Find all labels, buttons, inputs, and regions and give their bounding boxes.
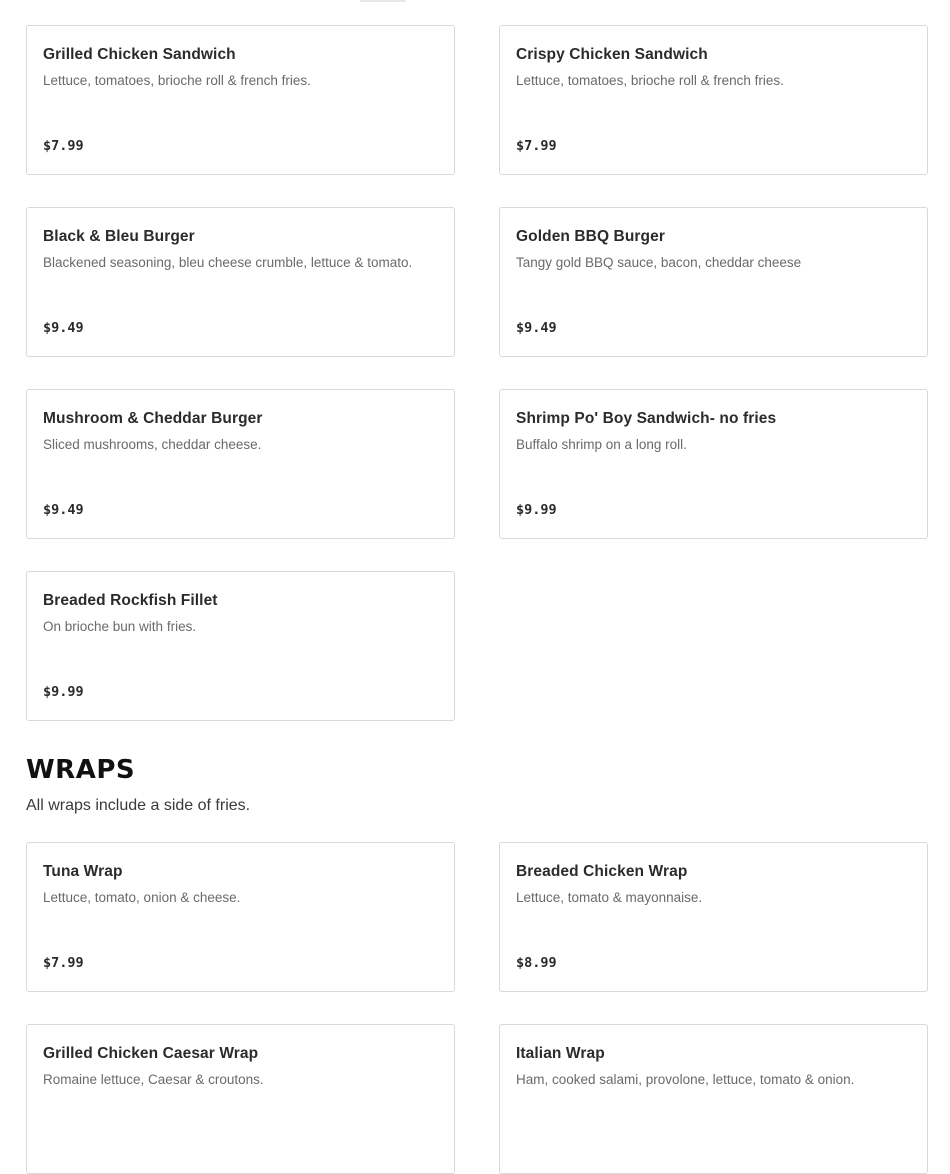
menu-item-card[interactable] [499, 1024, 928, 1174]
menu-item-description: Lettuce, tomato & mayonnaise. [516, 890, 703, 905]
section-title: WRAPS [26, 755, 136, 785]
menu-item-description: Romaine lettuce, Caesar & croutons. [43, 1072, 264, 1087]
menu-item-price: $7.99 [516, 138, 557, 154]
menu-item-price: $8.99 [516, 955, 557, 971]
menu-item-name: Black & Bleu Burger [43, 228, 195, 245]
menu-item-price: $7.99 [43, 955, 84, 971]
menu-item-price: $9.99 [516, 502, 557, 518]
menu-item-card[interactable] [26, 571, 455, 721]
wraps-items-grid [26, 842, 928, 1174]
menu-item-card[interactable] [499, 842, 928, 992]
menu-item-card[interactable] [499, 25, 928, 175]
menu-item-name: Tuna Wrap [43, 863, 123, 880]
menu-item-description: Sliced mushrooms, cheddar cheese. [43, 437, 262, 452]
top-divider [360, 0, 406, 2]
menu-item-card[interactable] [499, 389, 928, 539]
menu-item-name: Mushroom & Cheddar Burger [43, 410, 263, 427]
menu-item-name: Crispy Chicken Sandwich [516, 46, 708, 63]
menu-item-card[interactable] [26, 207, 455, 357]
menu-item-card[interactable] [499, 207, 928, 357]
menu-item-description: Tangy gold BBQ sauce, bacon, cheddar cheese [516, 255, 802, 270]
menu-item-description: Lettuce, tomato, onion & cheese. [43, 890, 241, 905]
menu-item-name: Italian Wrap [516, 1045, 605, 1062]
menu-item-description: Lettuce, tomatoes, brioche roll & french fries. [516, 73, 784, 88]
menu-item-price: $7.99 [43, 138, 84, 154]
menu-item-description: Lettuce, tomatoes, brioche roll & french fries. [43, 73, 311, 88]
menu-item-description: Ham, cooked salami, provolone, lettuce, tomato & onion. [516, 1072, 855, 1087]
menu-item-price: $9.99 [43, 684, 84, 700]
menu-item-name: Grilled Chicken Caesar Wrap [43, 1045, 259, 1062]
menu-item-name: Shrimp Po' Boy Sandwich- no fries [516, 410, 777, 427]
menu-item-description: Blackened seasoning, bleu cheese crumble, lettuce & tomato. [43, 255, 413, 270]
menu-item-name: Grilled Chicken Sandwich [43, 46, 236, 63]
menu-item-name: Breaded Rockfish Fillet [43, 592, 218, 609]
menu-item-description: On brioche bun with fries. [43, 619, 197, 634]
menu-item-description: Buffalo shrimp on a long roll. [516, 437, 687, 452]
wraps-section-header [26, 755, 928, 816]
menu-item-card[interactable] [26, 1024, 455, 1174]
menu-item-card[interactable] [26, 842, 455, 992]
menu-item-name: Golden BBQ Burger [516, 228, 665, 245]
menu-item-price: $9.49 [516, 320, 557, 336]
section-subtitle: All wraps include a side of fries. [26, 797, 251, 814]
menu-container [26, 25, 928, 1174]
menu-item-card[interactable] [26, 25, 455, 175]
menu-item-card[interactable] [26, 389, 455, 539]
menu-item-price: $9.49 [43, 502, 84, 518]
menu-items-grid [26, 25, 928, 721]
menu-item-price: $9.49 [43, 320, 84, 336]
menu-item-name: Breaded Chicken Wrap [516, 863, 688, 880]
